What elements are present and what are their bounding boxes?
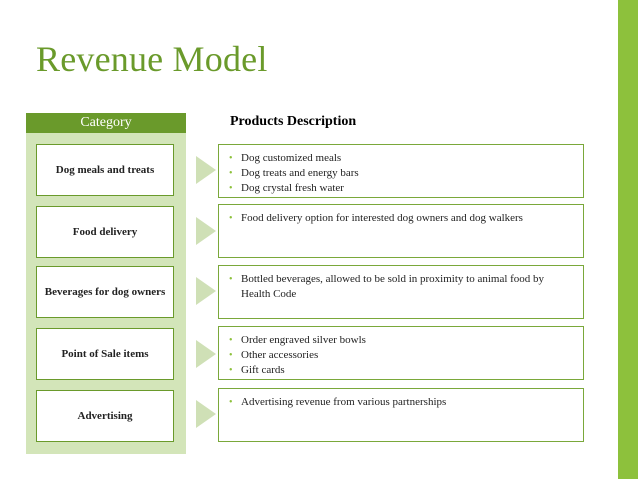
- description-item: • Dog crystal fresh water: [229, 182, 344, 194]
- bullet-icon: •: [229, 365, 233, 376]
- description-box: [218, 204, 584, 258]
- category-label: Food delivery: [72, 226, 138, 238]
- category-label: Beverages for dog owners: [44, 286, 166, 298]
- description-item: • Bottled beverages, allowed to be sold in proximity to animal food by Health Code: [229, 273, 545, 300]
- description-box: [218, 388, 584, 442]
- description-list: [229, 333, 575, 378]
- description-list: [229, 151, 575, 196]
- row-arrow: [196, 340, 216, 368]
- category-label: Advertising: [77, 410, 133, 422]
- slide-title: Revenue Model: [36, 39, 268, 79]
- row-arrow: [196, 277, 216, 305]
- description-item: • Dog treats and energy bars: [229, 167, 359, 179]
- description-box: [218, 326, 584, 380]
- row-arrow: [196, 400, 216, 428]
- description-list: [229, 395, 575, 410]
- bullet-icon: •: [229, 397, 233, 408]
- bullet-icon: •: [229, 274, 233, 285]
- category-header: Category: [26, 113, 186, 133]
- description-item: • Order engraved silver bowls: [229, 334, 366, 346]
- category-box: [36, 390, 174, 442]
- description-list: [229, 211, 575, 226]
- bullet-icon: •: [229, 335, 233, 346]
- category-label: Point of Sale items: [61, 348, 149, 360]
- bullet-icon: •: [229, 168, 233, 179]
- row-arrow: [196, 217, 216, 245]
- description-list: [229, 272, 575, 302]
- category-label: Dog meals and treats: [55, 164, 155, 176]
- description-item: • Other accessories: [229, 349, 319, 361]
- category-box: [36, 328, 174, 380]
- accent-bar: [618, 0, 638, 479]
- category-box: [36, 266, 174, 318]
- bullet-icon: •: [229, 153, 233, 164]
- bullet-icon: •: [229, 213, 233, 224]
- bullet-icon: •: [229, 183, 233, 194]
- description-header: Products Description: [230, 114, 357, 129]
- bullet-icon: •: [229, 350, 233, 361]
- description-item: • Food delivery option for interested dog owners and dog walkers: [229, 212, 523, 224]
- description-item: • Dog customized meals: [229, 152, 342, 164]
- description-box: [218, 144, 584, 198]
- description-box: [218, 265, 584, 319]
- category-box: [36, 206, 174, 258]
- description-item: • Advertising revenue from various partnerships: [229, 396, 447, 408]
- description-item: • Gift cards: [229, 364, 285, 376]
- category-box: [36, 144, 174, 196]
- row-arrow: [196, 156, 216, 184]
